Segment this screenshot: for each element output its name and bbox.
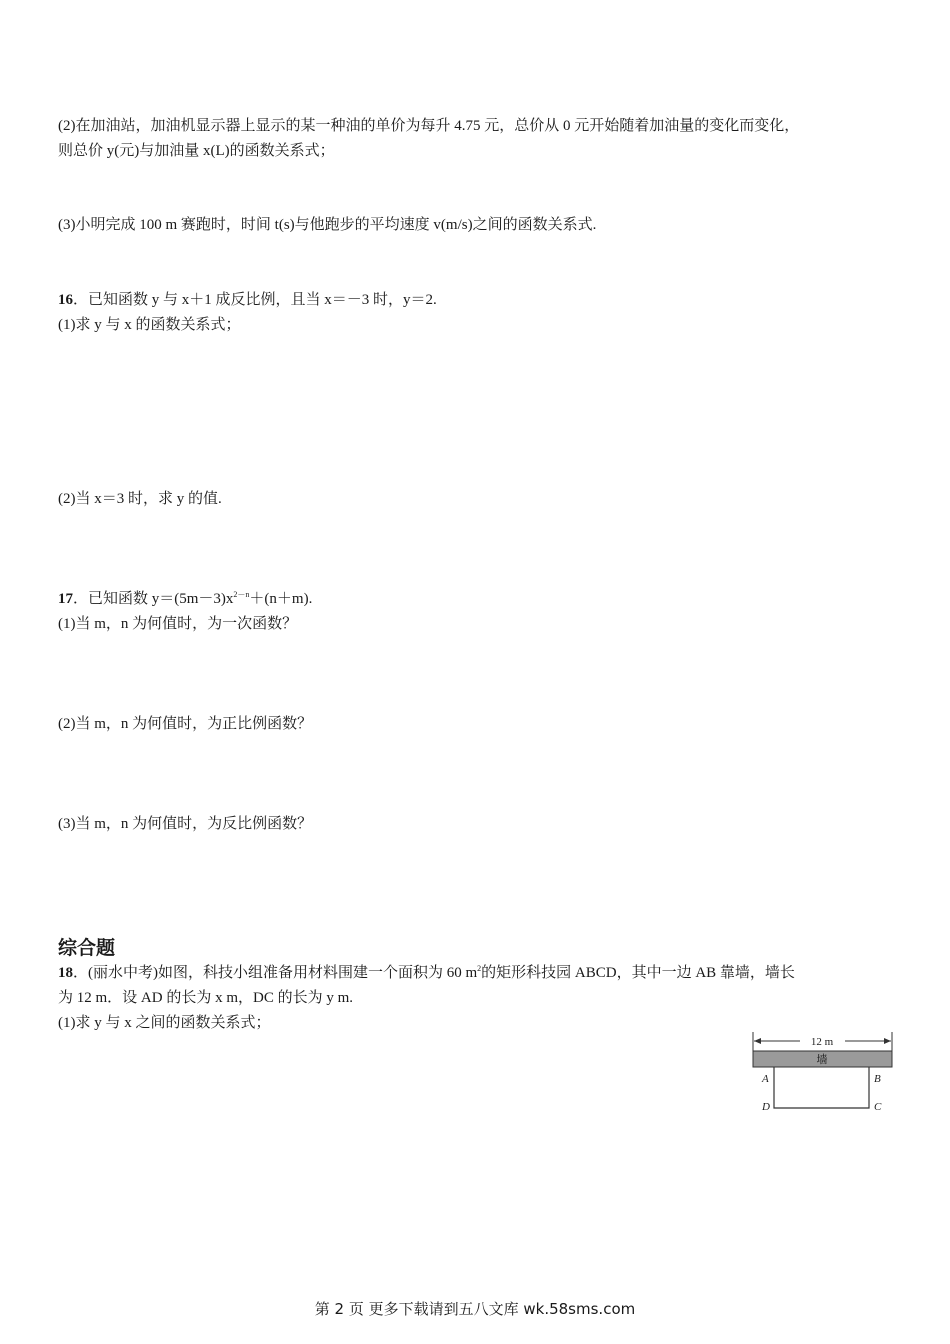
footer-page-text: 第 2 页 更多下载请到五八文库 [314, 1300, 524, 1318]
dim-arrow-left [754, 1038, 761, 1044]
q17-part1: (1)当 m，n 为何值时，为一次函数？ [58, 616, 298, 632]
q17-number: 17 [58, 591, 73, 607]
q18-sup: 2 [477, 964, 482, 973]
q16-part1: (1)求 y 与 x 的函数关系式； [58, 317, 241, 333]
q16-stem-text: ．已知函数 y 与 x＋1 成反比例，且当 x＝－3 时，y＝2. [73, 292, 437, 308]
q17-exponent: 2－n [233, 590, 250, 599]
q15-part2-line2: 则总价 y(元)与加油量 x(L)的函数关系式； [58, 143, 335, 159]
q16-number: 16 [58, 292, 73, 308]
q15-part3: (3)小明完成 100 m 赛跑时，时间 t(s)与他跑步的平均速度 v(m/s)之间的函数关系式. [58, 217, 597, 233]
footer-url[interactable]: wk.58sms.com [523, 1300, 636, 1318]
q15-part2-line1: (2)在加油站，加油机显示器上显示的某一种油的单价为每升 4.75 元，总价从 0 元开始随着加油量的变化而变化， [58, 118, 800, 134]
q18-part1: (1)求 y 与 x 之间的函数关系式； [58, 1015, 271, 1031]
q18-stem-line2: 为 12 m．设 AD 的长为 x m，DC 的长为 y m. [58, 990, 354, 1006]
q18-number: 18 [58, 965, 73, 981]
q18-stem [58, 963, 795, 983]
q18-stem-a: ．(丽水中考)如图，科技小组准备用材料围建一个面积为 60 m [73, 965, 478, 981]
q17-stem-b: ＋(n＋m). [249, 591, 313, 607]
wall-rectangle-figure [752, 1030, 898, 1116]
q17-stem [58, 589, 312, 609]
length-label: 12 m [810, 1036, 834, 1048]
label-b: B [874, 1073, 881, 1085]
q17-part3: (3)当 m，n 为何值时，为反比例函数？ [58, 816, 313, 832]
q17-part2: (2)当 m，n 为何值时，为正比例函数？ [58, 716, 313, 732]
label-c: C [874, 1101, 882, 1113]
label-a: A [762, 1073, 769, 1085]
section-title: 综合题 [58, 937, 116, 959]
q18-stem-b: 的矩形科技园 ABCD，其中一边 AB 靠墙，墙长 [481, 965, 795, 981]
q16-part2: (2)当 x＝3 时，求 y 的值. [58, 491, 222, 507]
q17-stem-a: ．已知函数 y＝(5m－3)x [73, 591, 234, 607]
garden-rectangle [774, 1067, 869, 1108]
q16-stem [58, 290, 437, 310]
dim-arrow-right [884, 1038, 891, 1044]
wall-label: 墙 [816, 1053, 828, 1066]
label-d: D [762, 1101, 770, 1113]
page-footer [0, 1298, 950, 1319]
